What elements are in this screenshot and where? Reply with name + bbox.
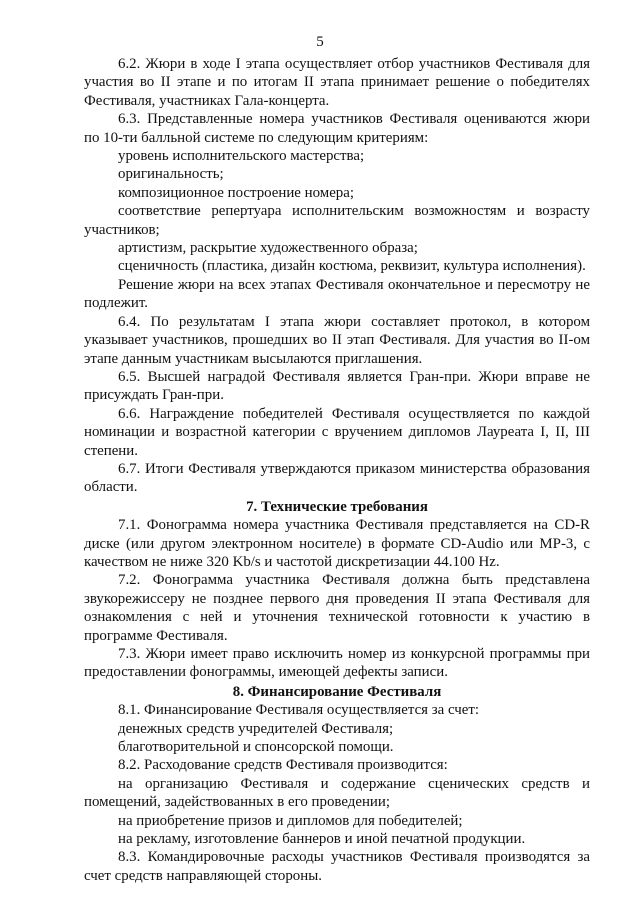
expense-item: на рекламу, изготовление баннеров и иной печатной продукции.	[118, 831, 526, 848]
criterion-item: уровень исполнительского мастерства;	[118, 148, 365, 165]
paragraph-jury-decision: Решение жюри на всех этапах Фестиваля окончательное и пересмотру не подлежит.	[84, 276, 590, 312]
paragraph-8-1: 8.1. Финансирование Фестиваля осуществляется за счет:	[118, 702, 480, 719]
paragraph-6-5: 6.5. Высшей наградой Фестиваля является Гран-при. Жюри вправе не присуждать Гран-при.	[84, 368, 590, 404]
paragraph-7-3: 7.3. Жюри имеет право исключить номер из конкурсной программы при предоставлении фонограммы, имеющей дефекты записи.	[84, 646, 590, 681]
paragraph-8-2: 8.2. Расходование средств Фестиваля производится:	[118, 757, 448, 774]
paragraph-6-4: 6.4. По результатам I этапа жюри составляет протокол, в котором указывает участников, прошедших во II этап Фестиваля. Для участия во II-ом этапе данным участникам высылаются приглашения.	[84, 313, 590, 367]
paragraph-6-7: 6.7. Итоги Фестиваля утверждаются приказом министерства образования области.	[84, 460, 590, 496]
criterion-item: композиционное построение номера;	[118, 184, 354, 201]
page-number: 5	[316, 34, 324, 50]
criterion-item: артистизм, раскрытие художественного образа;	[118, 240, 418, 257]
paragraph-7-1: 7.1. Фонограмма номера участника Фестиваля представляется на CD-R диске (или другом электронном носителе) в формате CD-Audio или MP-3, с качеством не ниже 320 Kb/s и частотой дискретизации 44.100 Hz.	[84, 517, 590, 570]
expense-item: на приобретение призов и дипломов для победителей;	[118, 812, 463, 829]
paragraph-8-3: 8.3. Командировочные расходы участников Фестиваля производятся за счет средств направляющей стороны.	[84, 849, 590, 884]
section-heading-7: 7. Технические требования	[246, 498, 428, 515]
funding-item: благотворительной и спонсорской помощи.	[118, 739, 394, 756]
document-body	[84, 55, 590, 885]
paragraph-6-2: 6.2. Жюри в ходе I этапа осуществляет отбор участников Фестиваля для участия во II этапе и по итогам II этапа принимает решение о победителях Фестиваля, участниках Гала-концерта.	[84, 56, 590, 109]
funding-item: денежных средств учредителей Фестиваля;	[118, 720, 394, 737]
criterion-item: сценичность (пластика, дизайн костюма, реквизит, культура исполнения).	[118, 258, 586, 275]
paragraph-6-6: 6.6. Награждение победителей Фестиваля осуществляется по каждой номинации и возрастной категории с вручением дипломов Лауреата I, II, III степени.	[84, 405, 590, 459]
section-heading-8: 8. Финансирование Фестиваля	[232, 683, 442, 700]
criterion-item: соответствие репертуара исполнительским возможностям и возрасту участников;	[84, 203, 590, 238]
paragraph-7-2: 7.2. Фонограмма участника Фестиваля должна быть представлена звукорежиссеру не позднее первого дня проведения II этапа Фестиваля для ознакомления с ней и уточнения технической готовности к участию в программе Фестиваля.	[84, 572, 590, 644]
criterion-item: оригинальность;	[118, 166, 224, 183]
paragraph-6-3: 6.3. Представленные номера участников Фестиваля оцениваются жюри по 10-ти балльной системе по следующим критериям:	[84, 111, 590, 146]
expense-item: на организацию Фестиваля и содержание сценических средств и помещений, задействованных в его проведении;	[84, 775, 590, 811]
